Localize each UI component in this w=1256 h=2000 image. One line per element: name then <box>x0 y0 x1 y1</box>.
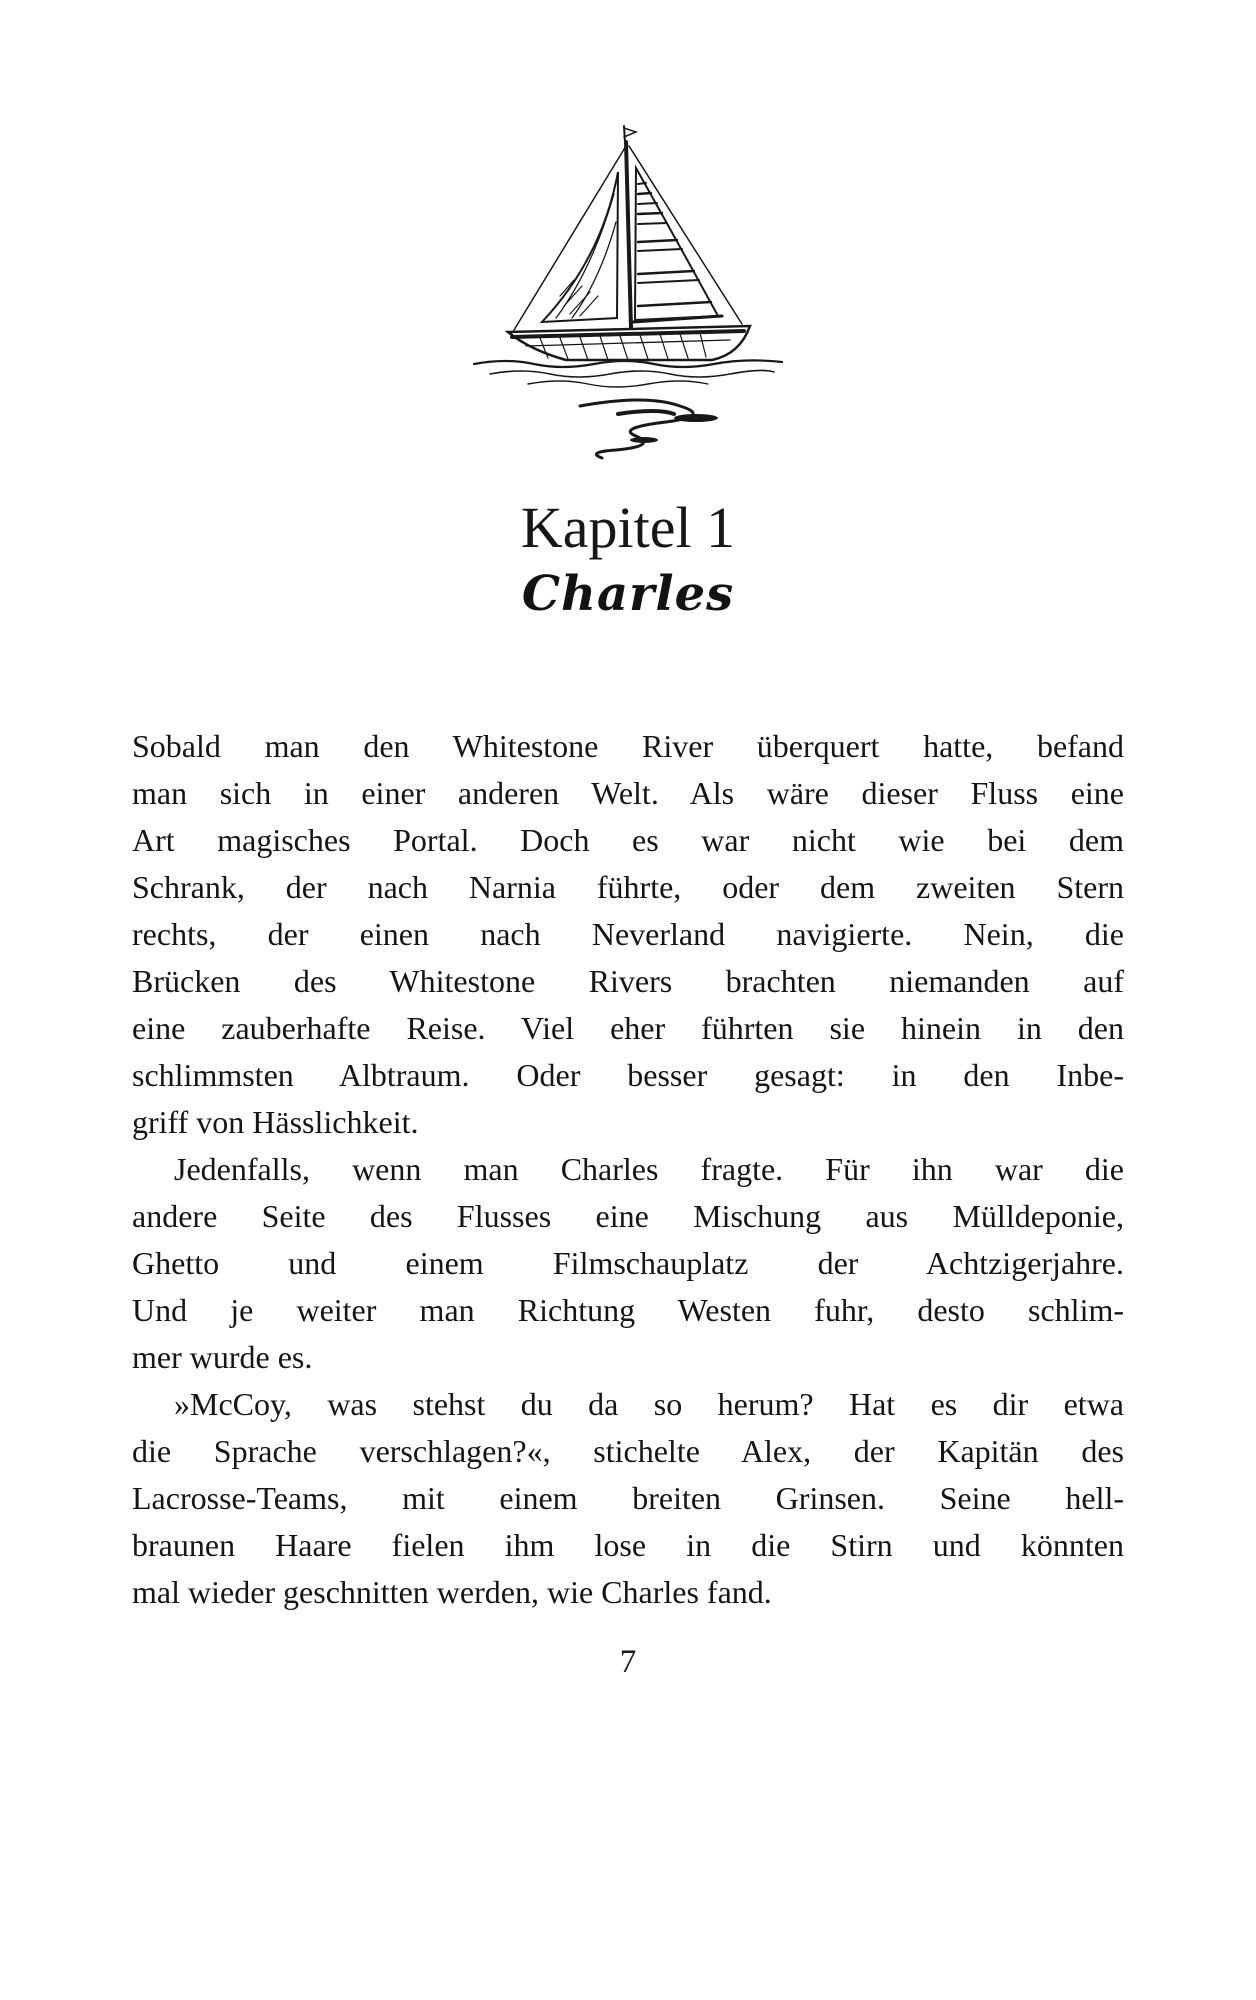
text-line: eine zauberhafte Reise. Viel eher führten sie hinein in den <box>132 1009 1124 1046</box>
text-line: Brücken des Whitestone Rivers brachten niemanden auf <box>132 962 1124 999</box>
text-line: Lacrosse-Teams, mit einem breiten Grinsen. Seine hell- <box>132 1479 1124 1516</box>
text-line: »McCoy, was stehst du da so herum? Hat es dir etwa <box>174 1385 1124 1422</box>
text-line: Sobald man den Whitestone River überquert hatte, befand <box>132 727 1124 764</box>
text-line: mer wurde es. <box>132 1338 313 1375</box>
text-line: man sich in einer anderen Welt. Als wäre dieser Fluss eine <box>132 774 1124 811</box>
sailboat-sketch-icon <box>468 118 788 470</box>
text-line: Ghetto und einem Filmschauplatz der Achtzigerjahre. <box>132 1244 1124 1281</box>
text-line: andere Seite des Flusses eine Mischung aus Mülldeponie, <box>132 1197 1124 1234</box>
chapter-illustration <box>0 0 1256 470</box>
paragraph <box>132 723 1124 1146</box>
text-line: Und je weiter man Richtung Westen fuhr, desto schlim- <box>132 1291 1124 1328</box>
text-line: griff von Hässlichkeit. <box>132 1103 419 1140</box>
paragraph <box>132 1381 1124 1616</box>
text-line: mal wieder geschnitten werden, wie Charles fand. <box>132 1573 772 1610</box>
text-line: Jedenfalls, wenn man Charles fragte. Für ihn war die <box>174 1150 1124 1187</box>
text-line: schlimmsten Albtraum. Oder besser gesagt: in den Inbe- <box>132 1056 1124 1093</box>
text-line: Schrank, der nach Narnia führte, oder dem zweiten Stern <box>132 868 1124 905</box>
text-line: die Sprache verschlagen?«, stichelte Alex, der Kapitän des <box>132 1432 1124 1469</box>
text-line: Art magisches Portal. Doch es war nicht wie bei dem <box>132 821 1124 858</box>
text-line: rechts, der einen nach Neverland navigierte. Nein, die <box>132 915 1124 952</box>
page-number: 7 <box>619 1643 637 1680</box>
chapter-kicker: Kapitel 1 <box>520 495 736 560</box>
chapter-title: Charles <box>521 565 735 622</box>
text-line: braunen Haare fielen ihm lose in die Stirn und könnten <box>132 1526 1124 1563</box>
paragraph <box>132 1146 1124 1381</box>
body-text <box>0 723 1256 1616</box>
